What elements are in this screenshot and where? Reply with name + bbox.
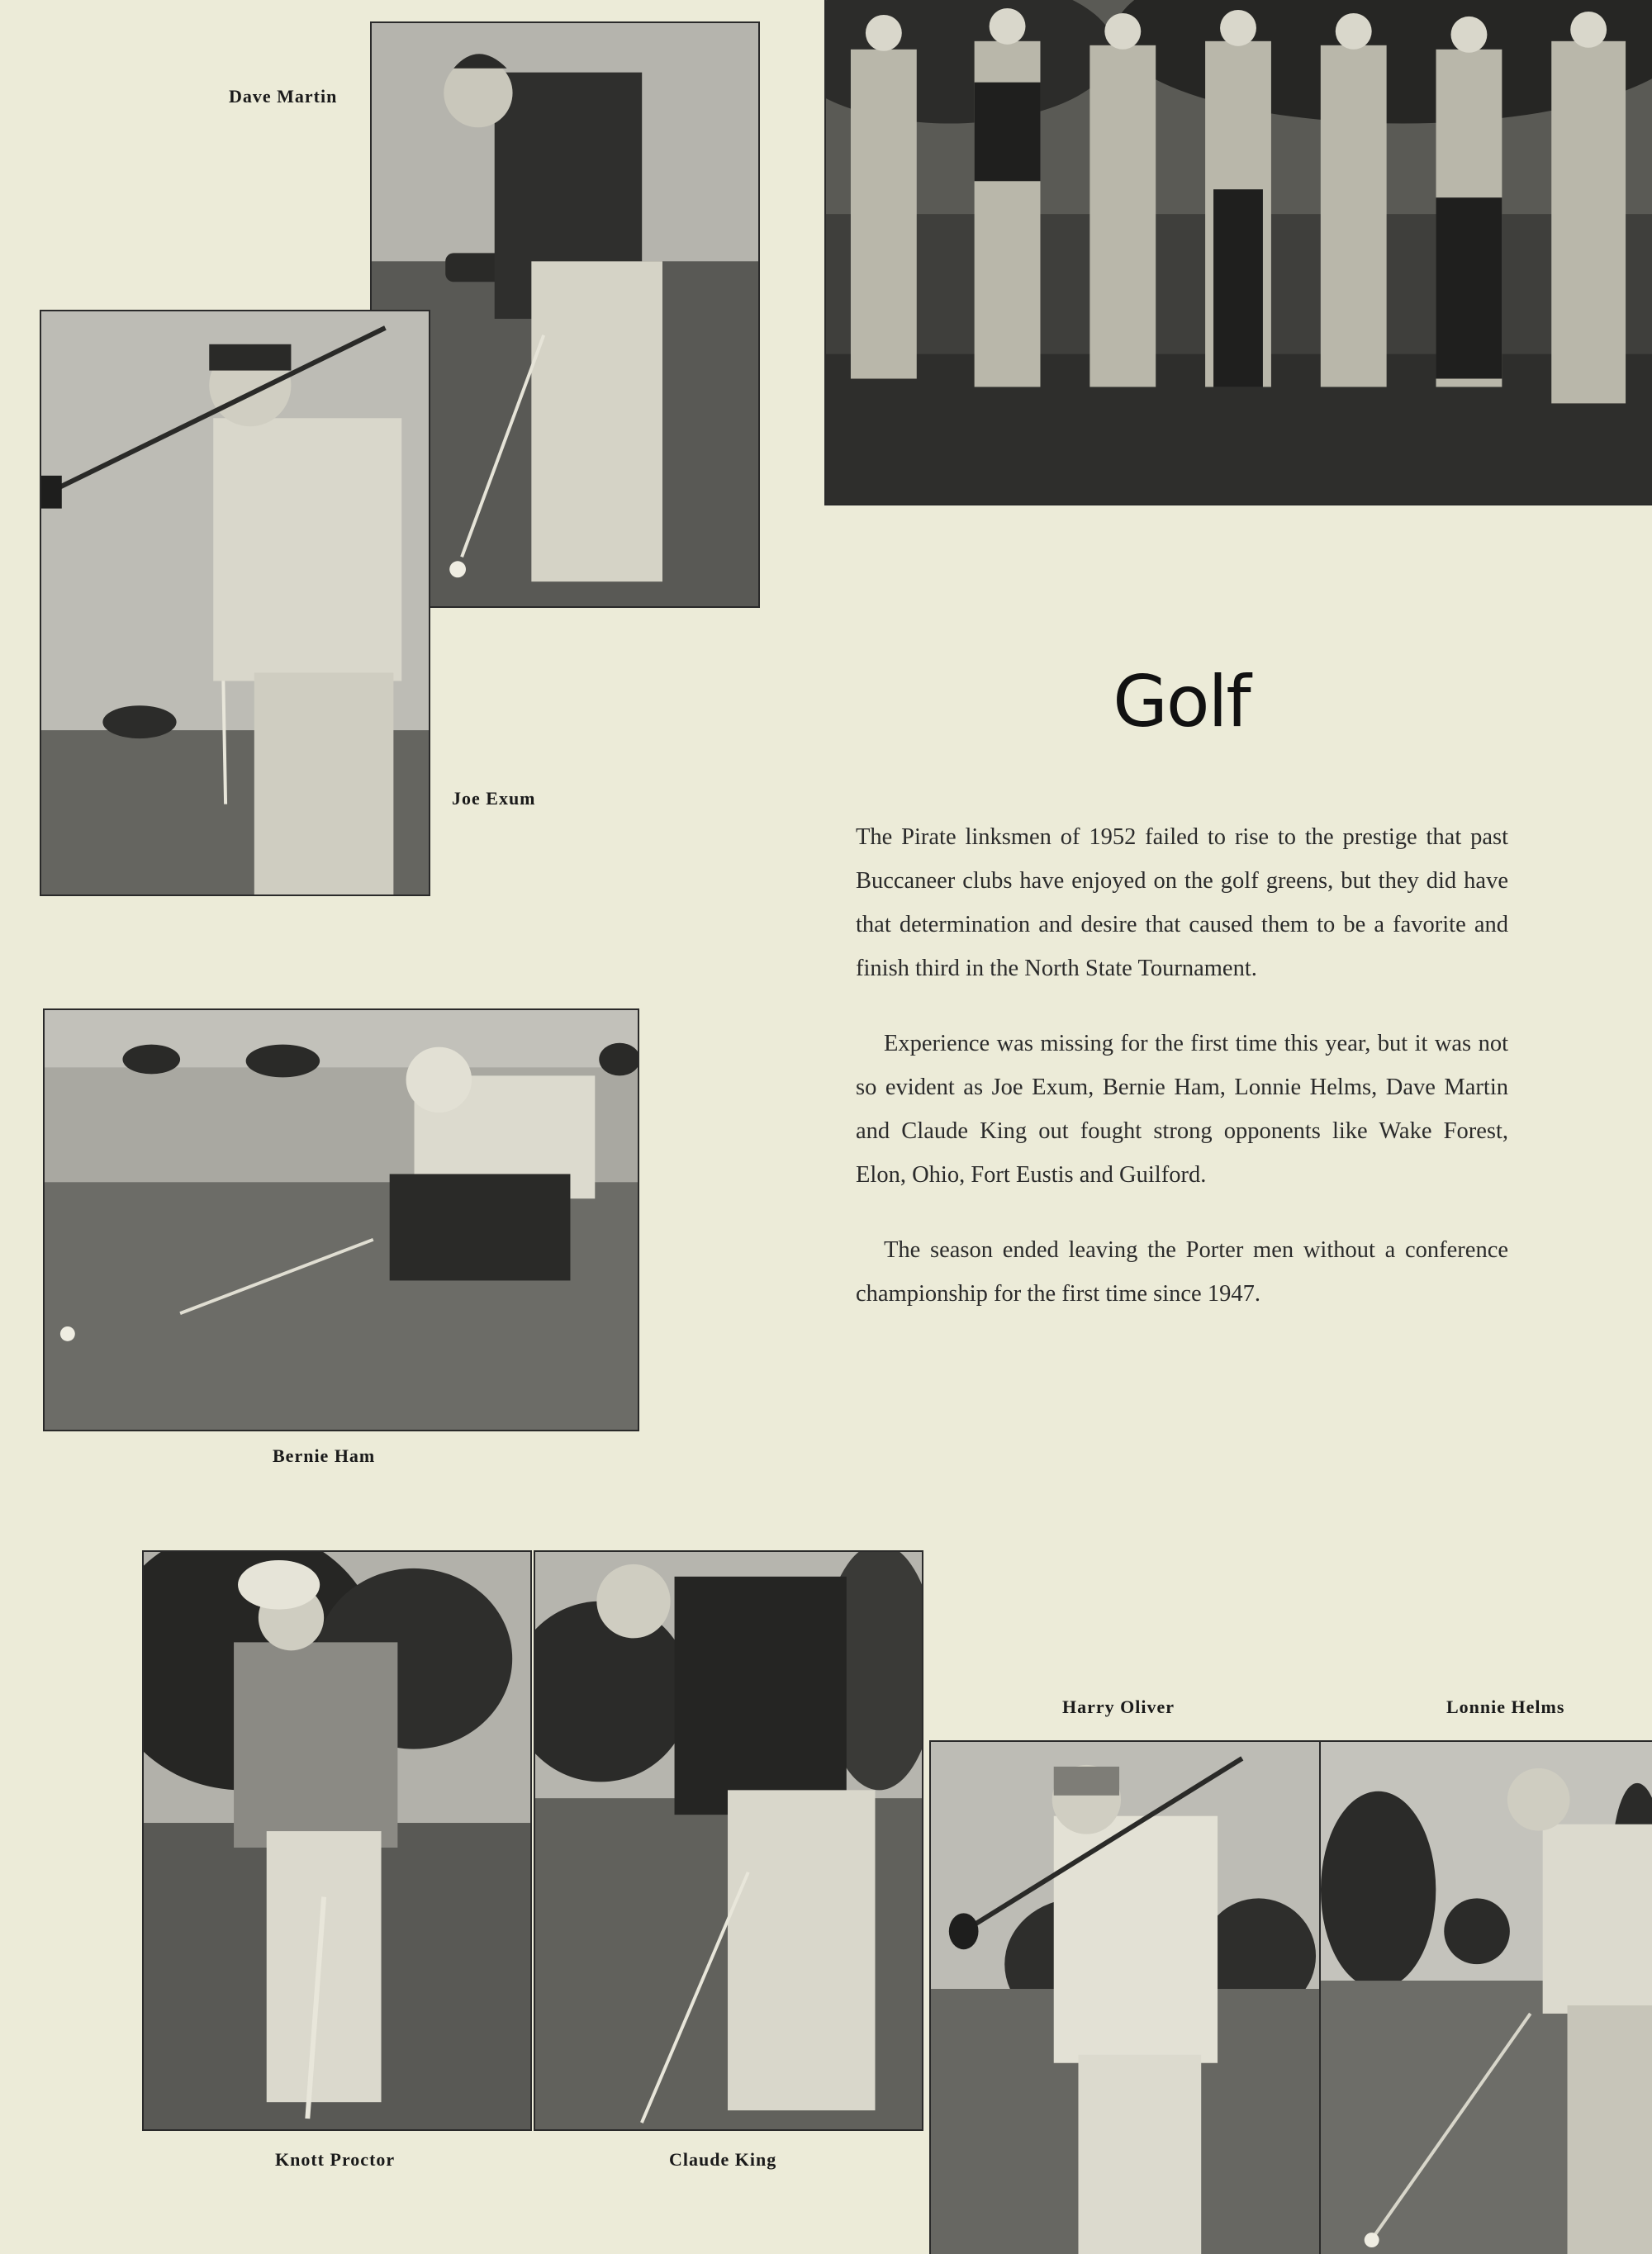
caption-harry-oliver: Harry Oliver bbox=[1062, 1696, 1175, 1717]
team-photo bbox=[824, 0, 1652, 505]
bernie-ham-photo bbox=[43, 1008, 639, 1431]
paragraph-2: Experience was missing for the first time this year, but it was not so evident as Joe Exum, Bernie Ham, Lonnie Helms, Dave Martin and Claude King out fought strong opponents like Wake Forest, Elon, Ohio, Fort Eustis and Guilford. bbox=[856, 1031, 1508, 1188]
caption-joe-exum: Joe Exum bbox=[452, 788, 536, 809]
caption-knott-proctor: Knott Proctor bbox=[275, 2149, 396, 2170]
article-body bbox=[856, 815, 1508, 1347]
paragraph-1: The Pirate linksmen of 1952 failed to rise to the prestige that past Buccaneer clubs have enjoyed on the golf greens, but they did have that determination and desire that caused them to be a favorite and finish third in the North State Tournament. bbox=[856, 824, 1508, 981]
caption-claude-king: Claude King bbox=[669, 2149, 777, 2170]
paragraph-3: The season ended leaving the Porter men without a conference championship for the first time since 1947. bbox=[856, 1237, 1508, 1307]
harry-oliver-photo bbox=[929, 1740, 1321, 2254]
knott-proctor-photo bbox=[142, 1550, 532, 2131]
caption-lonnie-helms: Lonnie Helms bbox=[1446, 1696, 1565, 1717]
caption-dave-martin: Dave Martin bbox=[229, 86, 338, 107]
claude-king-photo bbox=[534, 1550, 923, 2131]
page-title: Golf bbox=[1113, 661, 1250, 743]
joe-exum-photo bbox=[40, 310, 430, 896]
lonnie-helms-photo bbox=[1319, 1740, 1652, 2254]
caption-bernie-ham: Bernie Ham bbox=[273, 1445, 376, 1466]
